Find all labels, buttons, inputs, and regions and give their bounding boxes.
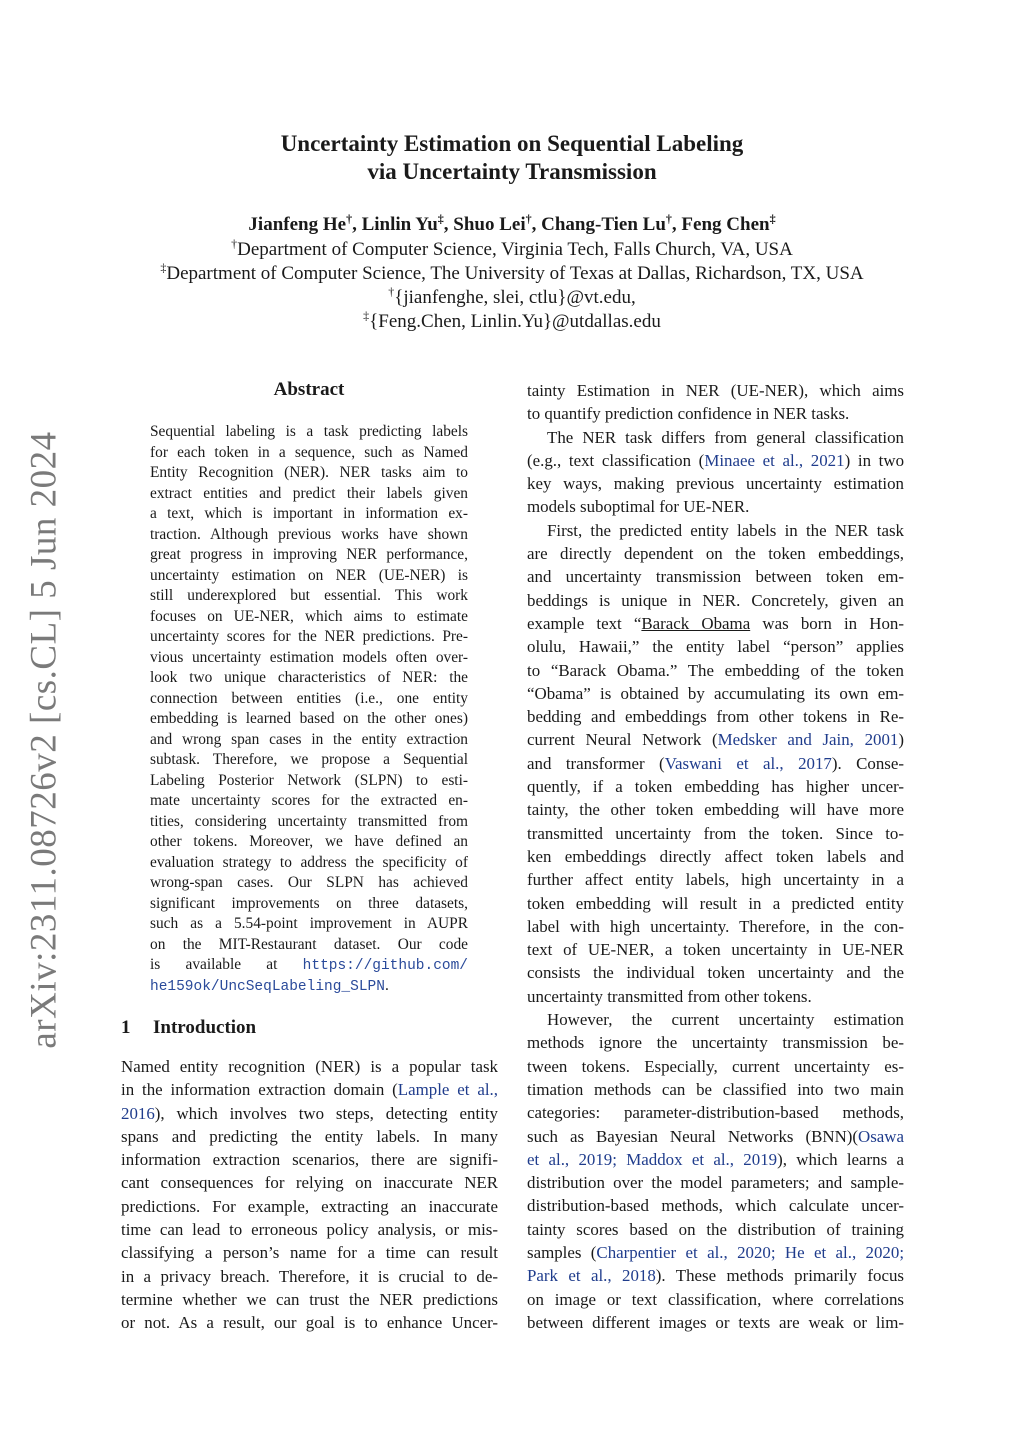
abstract-line: great progress in improving NER performance,: [150, 546, 468, 563]
affiliation-mark: ‡: [363, 308, 370, 323]
author-name: Chang-Tien Lu: [541, 214, 666, 235]
abstract-text: .: [384, 976, 389, 994]
body-line: cant consequences for relying on inaccurate NER: [121, 1173, 498, 1193]
affiliation-mark: ‡: [437, 211, 444, 226]
affiliation-mark: †: [388, 284, 395, 299]
abstract-heading: Abstract: [273, 379, 345, 400]
abstract-line: uncertainty estimation on NER (UE-NER) is: [150, 566, 468, 584]
abstract-line: for each token in a sequence, such as Named: [150, 443, 468, 461]
code-url-link[interactable]: he159ok/UncSeqLabeling_SLPN: [150, 978, 385, 995]
affiliation-vt: [0, 238, 1024, 262]
body-line: [527, 1148, 904, 1171]
body-line: uncertainty transmitted from other tokens.: [527, 986, 812, 1006]
abstract-line: [150, 976, 468, 997]
abstract-line: Labeling Posterior Network (SLPN) to esti-: [150, 771, 468, 789]
citation-link[interactable]: et al., 2019; Maddox et al., 2019: [527, 1149, 778, 1169]
body-text: ). Conse-: [831, 753, 904, 773]
body-line: classifying a person’s name for a time can result: [121, 1243, 498, 1263]
body-text: was born in Hon-: [750, 613, 904, 633]
body-line: The NER task differs from general classification: [547, 427, 904, 447]
abstract-line: tities, considering uncertainty transmitted from: [150, 812, 468, 830]
abstract-line: focuses on UE-NER, which aims to estimate: [150, 607, 468, 625]
paper-title: [0, 130, 1024, 186]
right-column-text: [527, 379, 904, 1334]
body-line: beddings is unique in NER. Concretely, given an: [527, 590, 904, 610]
abstract-line: subtask. Therefore, we propose a Sequential: [150, 751, 468, 768]
abstract-line: still underexplored but essential. This work: [150, 587, 468, 604]
citation-link[interactable]: Vaswani et al., 2017: [664, 753, 832, 773]
body-line: time can lead to erroneous policy analysis, or mis-: [121, 1220, 498, 1240]
body-line: further affect entity labels, high uncertainty in a: [527, 870, 904, 890]
affiliation-text: Department of Computer Science, The University of Texas at Dallas, Richardson, TX, USA: [166, 263, 864, 284]
body-line: categories: parameter-distribution-based methods,: [527, 1103, 904, 1123]
body-text: such as Bayesian Neural Networks (BNN)(: [527, 1126, 859, 1146]
body-line: [527, 612, 904, 635]
body-line: or not. As a result, our goal is to enhance Uncer-: [121, 1313, 498, 1333]
body-line: Named entity recognition (NER) is a popular task: [121, 1057, 498, 1076]
abstract-body: [150, 422, 468, 996]
citation-link[interactable]: Minaee et al., 2021: [704, 450, 845, 470]
affiliation-mark: †: [665, 211, 672, 226]
body-line: to quantify prediction confidence in NER tasks.: [527, 404, 850, 424]
body-line: are directly dependent on the token embeddings,: [527, 544, 904, 564]
body-line: text of UE-NER, a token uncertainty in UE-NER: [527, 940, 904, 960]
body-line: [527, 1241, 904, 1264]
body-line: between different images or texts are weak or lim-: [527, 1312, 904, 1332]
body-line: “Obama” is obtained by accumulating its own em-: [527, 683, 904, 703]
abstract-line: traction. Although previous works have shown: [150, 525, 468, 543]
body-line: [527, 449, 904, 472]
body-line: distribution-based methods, which calculate uncer-: [527, 1196, 904, 1216]
abstract-line: evaluation strategy to address the specificity of: [150, 853, 468, 871]
body-line: First, the predicted entity labels in the NER task: [547, 520, 904, 540]
abstract-line: look two unique characteristics of NER: the: [150, 669, 468, 686]
body-line: [121, 1102, 498, 1125]
body-line: tween tokens. Especially, current uncertainty es-: [527, 1056, 904, 1076]
body-line: [121, 1078, 498, 1101]
abstract-line: and wrong span cases in the entity extraction: [150, 730, 468, 748]
body-line: to “Barack Obama.” The embedding of the token: [527, 660, 904, 680]
affiliation-mark: †: [231, 236, 238, 251]
abstract-line: wrong-span cases. Our SLPN has achieved: [150, 874, 468, 891]
citation-link[interactable]: Lample et al.,: [397, 1080, 498, 1100]
body-line: [527, 1125, 904, 1148]
email-text: {jianfenghe, slei, ctlu}@vt.edu,: [394, 287, 636, 308]
affiliation-mark: †: [525, 211, 532, 226]
abstract-line: a text, which is important in information ex-: [150, 505, 468, 522]
body-line: token embedding will result in a predicted entity: [527, 893, 904, 913]
body-text: ) in two: [844, 450, 904, 470]
affiliation-mark: †: [346, 211, 353, 226]
title-line-1: Uncertainty Estimation on Sequential Labeling: [280, 131, 744, 156]
citation-link[interactable]: 2016: [121, 1103, 155, 1123]
abstract-line: such as a 5.54-point improvement in AUPR: [150, 915, 468, 932]
body-line: predictions. For example, extracting an inaccurate: [121, 1196, 498, 1216]
body-text: example text “: [527, 613, 642, 633]
abstract-line: connection between entities (i.e., one entity: [150, 689, 468, 707]
body-line: key ways, making previous uncertainty estimation: [527, 474, 904, 494]
affiliation-text: Department of Computer Science, Virginia Tech, Falls Church, VA, USA: [237, 239, 793, 260]
citation-link[interactable]: Osawa: [858, 1126, 904, 1146]
body-line: methods ignore the uncertainty transmission be-: [527, 1033, 904, 1053]
body-line: ken embeddings directly affect token labels and: [527, 846, 904, 866]
abstract-line: on the MIT-Restaurant dataset. Our code: [150, 935, 468, 953]
email-utd: [0, 310, 1024, 334]
body-text: ), which learns a: [777, 1149, 904, 1169]
body-line: information extraction scenarios, there are signifi-: [121, 1150, 498, 1170]
body-line: on image or text classification, where correlations: [527, 1289, 904, 1309]
body-text: ), which involves two steps, detecting entity: [154, 1103, 498, 1123]
body-line: However, the current uncertainty estimation: [547, 1010, 904, 1030]
abstract-line: mate uncertainty scores for the extracted en-: [150, 792, 468, 809]
citation-link[interactable]: Park et al., 2018: [527, 1266, 656, 1286]
body-text: in the information extraction domain (: [121, 1080, 398, 1100]
body-line: quently, if a token embedding has higher uncer-: [527, 777, 904, 797]
body-line: tainty, the other token embedding will have more: [527, 800, 904, 820]
body-line: distribution over the model parameters; and sample-: [527, 1173, 904, 1193]
title-line-2: via Uncertainty Transmission: [367, 159, 657, 184]
body-line: consists the individual token uncertainty and the: [527, 963, 904, 983]
abstract-line: significant improvements on three datasets,: [150, 894, 468, 912]
body-line: and uncertainty transmission between token em-: [527, 567, 904, 587]
body-text: ): [898, 730, 904, 750]
abstract-line: embedding is learned based on the other ones): [150, 710, 468, 727]
body-line: tainty scores based on the distribution of training: [527, 1219, 904, 1239]
abstract-line: Sequential labeling is a task predicting labels: [150, 423, 468, 440]
body-line: tainty Estimation in NER (UE-NER), which aims: [527, 381, 904, 400]
body-text: and transformer (: [527, 753, 665, 773]
body-line: termine whether we can trust the NER predictions: [121, 1289, 498, 1309]
intro-paragraph: [121, 1055, 498, 1335]
body-line: timation methods can be classified into two main: [527, 1079, 904, 1099]
arxiv-identifier: arXiv:2311.08726v2 [cs.CL] 5 Jun 2024: [23, 431, 65, 1049]
author-name: Feng Chen: [681, 214, 770, 235]
abstract-line: vious uncertainty estimation models often over-: [150, 648, 468, 666]
body-line: olulu, Hawaii,” the entity label “person” applies: [527, 637, 904, 657]
body-line: [527, 728, 904, 751]
affiliation-utd: [0, 262, 1024, 286]
section-number: 1: [121, 1017, 131, 1038]
affiliation-mark: ‡: [769, 211, 776, 226]
body-text: current Neural Network (: [527, 730, 718, 750]
abstract-line: Entity Recognition (NER). NER tasks aim to: [150, 464, 468, 481]
body-line: models suboptimal for UE-NER.: [527, 497, 750, 517]
author-name: Jianfeng He: [248, 214, 347, 235]
abstract-line: [150, 955, 468, 976]
abstract-line: other tokens. Moreover, we have defined an: [150, 833, 468, 850]
body-line: spans and predicting the entity labels. In many: [121, 1126, 498, 1146]
body-line: bedding and embeddings from other tokens in Re-: [527, 707, 904, 727]
abstract-text: is available at: [150, 956, 303, 973]
affiliation-mark: ‡: [160, 260, 167, 275]
section-title: Introduction: [153, 1017, 257, 1038]
body-line: in a privacy breach. Therefore, it is crucial to de-: [121, 1266, 498, 1286]
body-text: samples (: [527, 1242, 597, 1262]
author-name: Linlin Yu: [361, 214, 438, 235]
abstract-line: extract entities and predict their labels given: [150, 484, 468, 502]
body-text: (e.g., text classification (: [527, 450, 705, 470]
section-heading-introduction: [121, 1017, 256, 1039]
body-line: [527, 752, 904, 775]
abstract-line: uncertainty scores for the NER predictions. Pre-: [150, 628, 468, 645]
body-line: [527, 1264, 904, 1287]
author-name: Shuo Lei: [453, 214, 526, 235]
author-list: Jianfeng He†, Linlin Yu‡, Shuo Lei†, Chang-Tien Lu†, Feng Chen‡: [248, 211, 776, 235]
citation-link[interactable]: Charpentier et al., 2020; He et al., 2020;: [596, 1242, 904, 1262]
email-vt: [0, 286, 1024, 310]
email-text: {Feng.Chen, Linlin.Yu}@utdallas.edu: [369, 311, 661, 332]
body-text: ). These methods primarily focus: [655, 1266, 904, 1286]
code-url-link[interactable]: https://github.com/: [302, 958, 468, 974]
underlined-entity: Barack Obama: [641, 613, 751, 633]
body-line: label with high uncertainty. Therefore, in the con-: [527, 916, 904, 936]
citation-link[interactable]: Medsker and Jain, 2001: [717, 730, 899, 750]
body-line: transmitted uncertainty from the token. Since to-: [527, 823, 904, 843]
